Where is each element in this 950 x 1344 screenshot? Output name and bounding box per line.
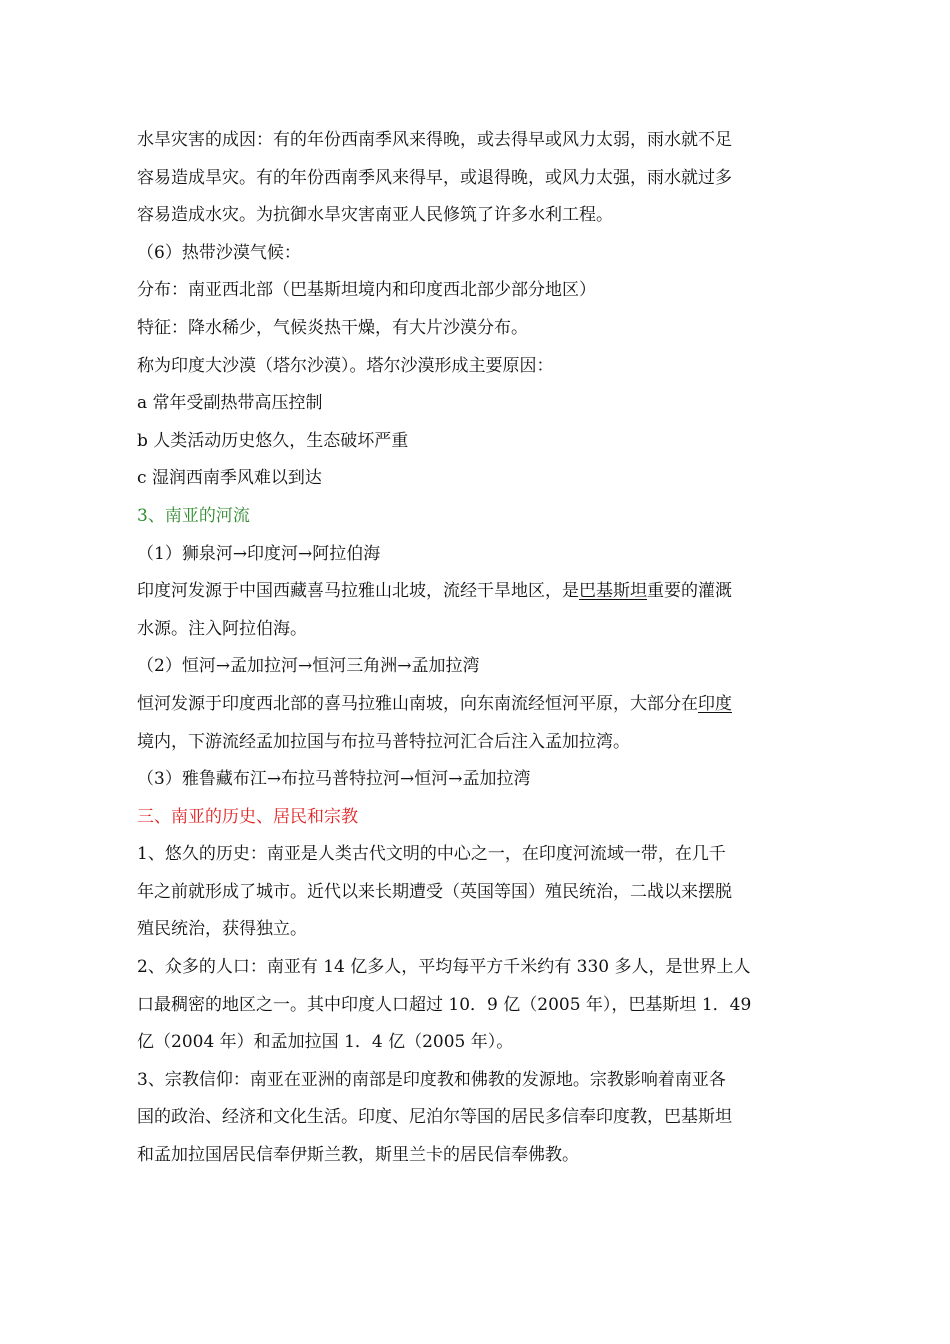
text-run: 印度河发源于中国西藏喜马拉雅山北坡，流经干旱地区，是 <box>137 581 579 602</box>
text-run: 重要的灌溉 <box>647 581 732 602</box>
underlined-pakistan: 巴基斯坦 <box>579 581 647 602</box>
paragraph-line: 称为印度大沙漠（塔尔沙漠）。塔尔沙漠形成主要原因： <box>137 355 554 376</box>
list-item-c: c 湿润西南季风难以到达 <box>137 468 322 489</box>
subheading-brahmaputra: （3）雅鲁藏布江→布拉马普特拉河→恒河→孟加拉湾 <box>137 769 531 790</box>
paragraph-line: 亿（2004 年）和孟加拉国 1．4 亿（2005 年）。 <box>137 1032 514 1053</box>
paragraph-line: 分布：南亚西北部（巴基斯坦境内和印度西北部少部分地区） <box>137 280 596 301</box>
paragraph-line: 水旱灾害的成因：有的年份西南季风来得晚，或去得早或风力太弱，雨水就不足 <box>137 130 732 150</box>
paragraph-line: 容易造成旱灾。有的年份西南季风来得早，或退得晚，或风力太强，雨水就过多 <box>137 167 732 188</box>
list-item-b: b 人类活动历史悠久，生态破坏严重 <box>137 430 409 451</box>
paragraph-line: 3、宗教信仰：南亚在亚洲的南部是印度教和佛教的发源地。宗教影响着南亚各 <box>137 1069 726 1090</box>
paragraph-line <box>137 686 817 724</box>
paragraph-line: 境内，下游流经孟加拉国与布拉马普特拉河汇合后注入孟加拉湾。 <box>137 731 630 752</box>
paragraph-line: 年之前就形成了城市。近代以来长期遭受（英国等国）殖民统治，二战以来摆脱 <box>137 881 732 902</box>
paragraph-line: 殖民统治，获得独立。 <box>137 919 307 940</box>
subheading-ganges: （2）恒河→孟加拉河→恒河三角洲→孟加拉湾 <box>137 656 480 677</box>
paragraph-line: 特征：降水稀少，气候炎热干燥，有大片沙漠分布。 <box>137 317 528 338</box>
paragraph-line: 2、众多的人口：南亚有 14 亿多人，平均每平方千米约有 330 多人，是世界上人 <box>137 957 751 978</box>
paragraph-line: 容易造成水灾。为抗御水旱灾害南亚人民修筑了许多水利工程。 <box>137 205 613 226</box>
paragraph-line: 水源。注入阿拉伯海。 <box>137 618 307 639</box>
text-run: 恒河发源于印度西北部的喜马拉雅山南坡，向东南流经恒河平原，大部分在 <box>137 693 698 714</box>
paragraph-line <box>137 573 817 611</box>
list-item-a: a 常年受副热带高压控制 <box>137 393 323 414</box>
paragraph-line: 和孟加拉国居民信奉伊斯兰教，斯里兰卡的居民信奉佛教。 <box>137 1145 579 1166</box>
paragraph-line: 国的政治、经济和文化生活。印度、尼泊尔等国的居民多信奉印度教，巴基斯坦 <box>137 1107 732 1128</box>
underlined-india: 印度 <box>698 693 732 714</box>
document-body <box>137 122 817 1175</box>
paragraph-line: 口最稠密的地区之一。其中印度人口超过 10．9 亿（2005 年），巴基斯坦 1．49 <box>137 994 752 1015</box>
subheading-indus: （1）狮泉河→印度河→阿拉伯海 <box>137 543 381 564</box>
section-heading-history: 三、南亚的历史、居民和宗教 <box>137 806 358 827</box>
subheading-desert-climate: （6）热带沙漠气候： <box>137 242 301 263</box>
section-heading-rivers: 3、南亚的河流 <box>137 505 250 526</box>
paragraph-line: 1、悠久的历史：南亚是人类古代文明的中心之一，在印度河流域一带，在几千 <box>137 844 726 865</box>
